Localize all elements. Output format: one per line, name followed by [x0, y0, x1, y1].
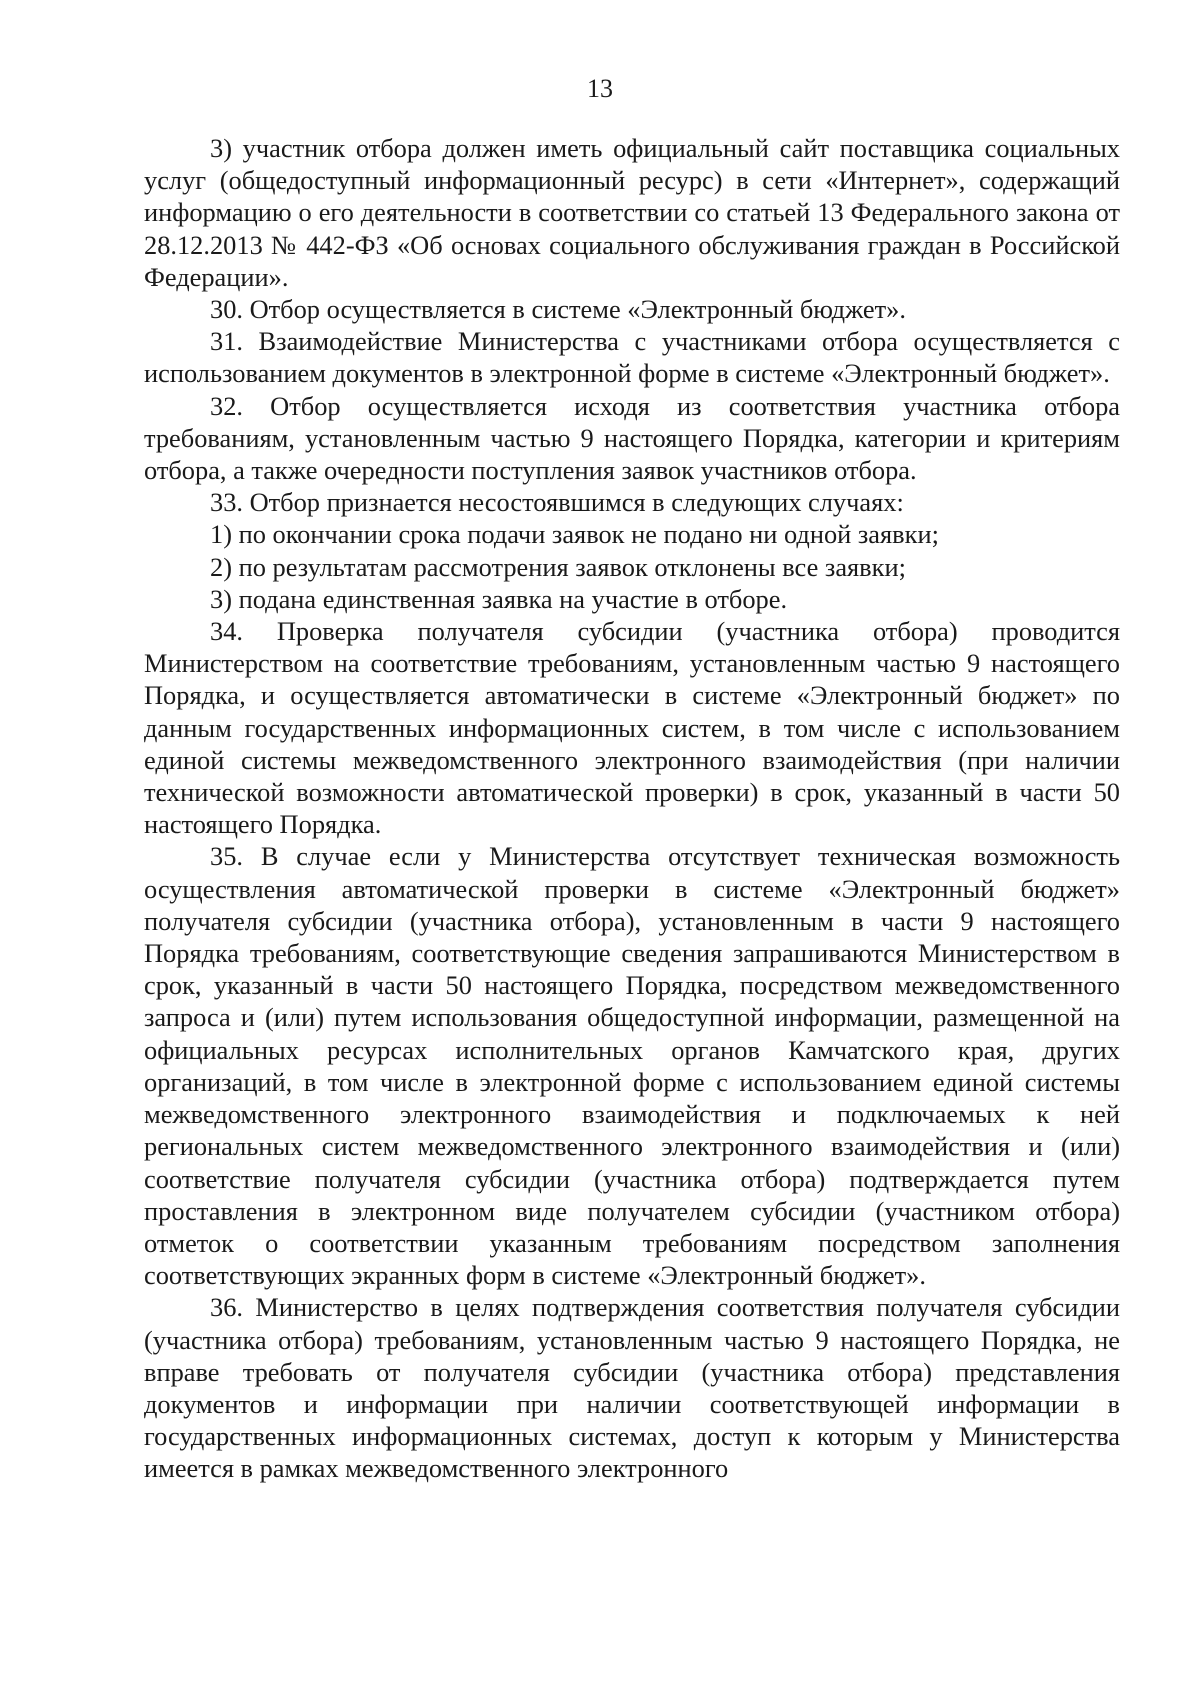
paragraph-33-item-2: 2) по результатам рассмотрения заявок отклонены все заявки;	[210, 551, 906, 582]
paragraph-33: 33. Отбор признается несостоявшимся в следующих случаях:	[210, 487, 904, 518]
paragraph-32: 32. Отбор осуществляется исходя из соответствия участника отбора требованиям, установленным частью 9 настоящего Порядка, категории и критериям отбора, а также очередности поступления заявок участников отбора.	[144, 390, 1120, 486]
page-number: 13	[587, 74, 613, 103]
paragraph-34: 34. Проверка получателя субсидии (участника отбора) проводится Министерством на соответствие требованиям, установленным частью 9 настоящего Порядка, и осуществляется автоматически в системе «Электронный бюджет» по данным государственных информационных систем, в том числе с использованием единой системы межведомственного электронного взаимодействия (при наличии технической возможности автоматической проверки) в срок, указанный в части 50 настоящего Порядка.	[144, 616, 1120, 840]
paragraph-36: 36. Министерство в целях подтверждения соответствия получателя субсидии (участника отбора) требованиям, установленным частью 9 настоящего Порядка, не вправе требовать от получателя субсидии (участника отбора) представления документов и информации при наличии соответствующей информации в государственных информационных системах, доступ к которым у Министерства имеется в рамках межведомственного электронного	[144, 1292, 1120, 1484]
document-body	[144, 132, 1120, 1485]
paragraph-33-item-3: 3) подана единственная заявка на участие в отборе.	[210, 583, 788, 614]
paragraph-31: 31. Взаимодействие Министерства с участниками отбора осуществляется с использованием документов в электронной форме в системе «Электронный бюджет».	[144, 326, 1120, 389]
paragraph-35: 35. В случае если у Министерства отсутствует техническая возможность осуществления автоматической проверки в системе «Электронный бюджет» получателя субсидии (участника отбора), установленным в части 9 настоящего Порядка требованиям, соответствующие сведения запрашиваются Министерством в срок, указанный в части 50 настоящего Порядка, посредством межведомственного запроса и (или) путем использования общедоступной информации, размещенной на официальных ресурсах исполнительных органов Камчатского края, других организаций, в том числе в электронной форме с использованием единой системы межведомственного электронного взаимодействия и подключаемых к ней региональных систем межведомственного электронного взаимодействия и (или) соответствие получателя субсидии (участника отбора) подтверждается путем проставления в электронном виде получателем субсидии (участником отбора) отметок о соответствии указанным требованиям посредством заполнения соответствующих экранных форм в системе «Электронный бюджет».	[144, 841, 1120, 1291]
paragraph-30: 30. Отбор осуществляется в системе «Электронный бюджет».	[210, 294, 906, 325]
paragraph-33-item-1: 1) по окончании срока подачи заявок не подано ни одной заявки;	[210, 519, 939, 550]
paragraph-item-3: 3) участник отбора должен иметь официальный сайт поставщика социальных услуг (общедоступный информационный ресурс) в сети «Интернет», содержащий информацию о его деятельности в соответствии со статьей 13 Федерального закона от 28.12.2013 № 442-ФЗ «Об основах социального обслуживания граждан в Российской Федерации».	[144, 133, 1120, 292]
